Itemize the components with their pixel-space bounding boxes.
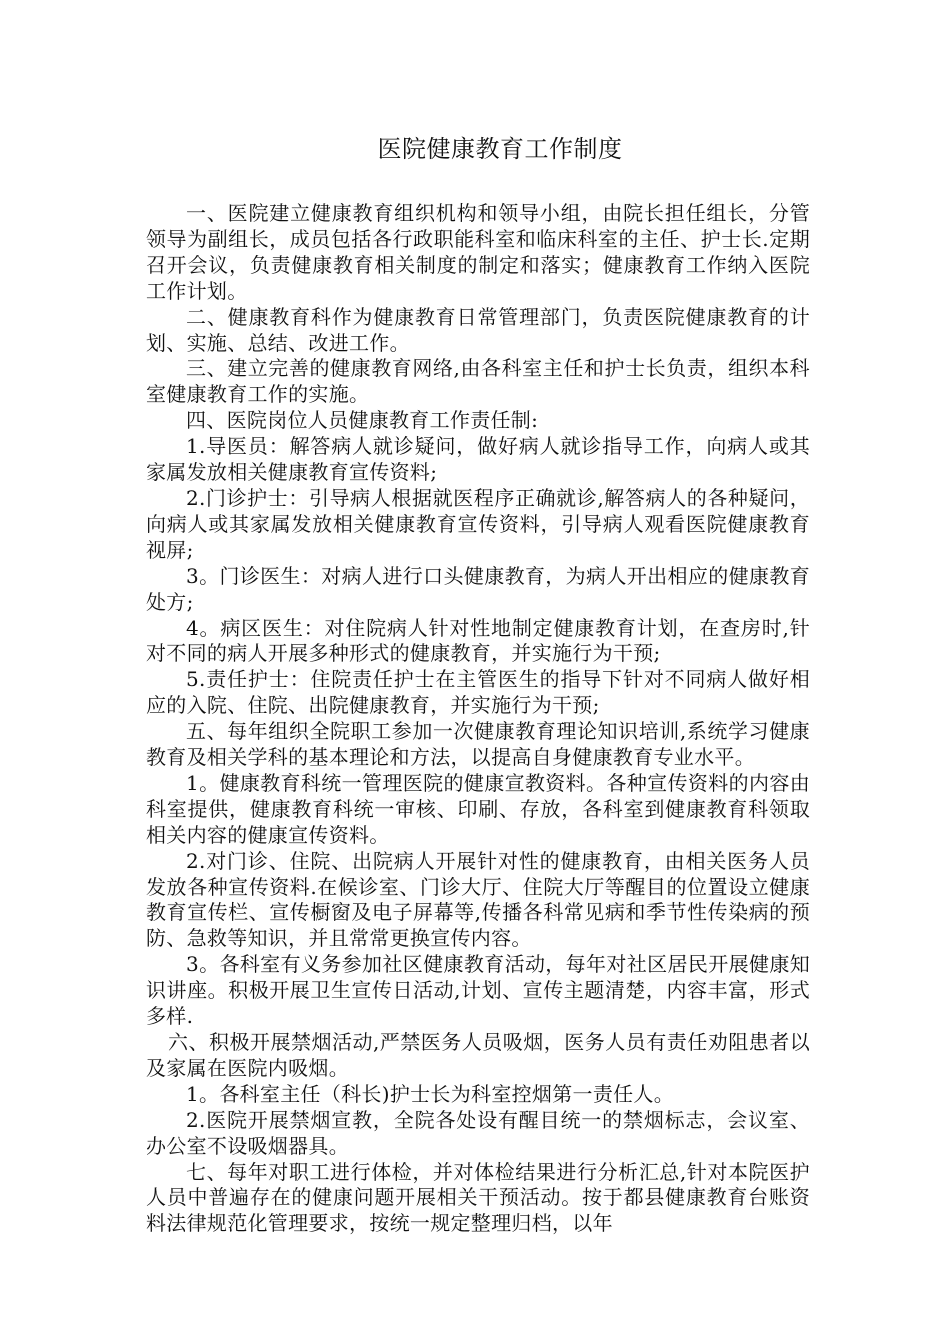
paragraph-13: 3。各科室有义务参加社区健康教育活动，每年对社区居民开展健康知识讲座。积极开展卫生宣传日活动,计划、宣传主题清楚，内容丰富，形式多样. [146,952,810,1029]
paragraph-17: 七、每年对职工进行体检，并对体检结果进行分析汇总,针对本院医护人员中普遍存在的健康问题开展相关干预活动。按于都县健康教育台账资料法律规范化管理要求，按统一规定整理归档，以年 [146,1159,810,1236]
paragraph-11: 1。健康教育科统一管理医院的健康宣教资料。各种宣传资料的内容由科室提供，健康教育科统一审核、印刷、存放，各科室到健康教育科领取相关内容的健康宣传资料。 [146,770,810,847]
paragraph-2: 二、健康教育科作为健康教育日常管理部门，负责医院健康教育的计划、实施、总结、改进工作。 [146,304,810,355]
document-title: 医院健康教育工作制度 [377,135,623,163]
document-body [146,201,810,1237]
paragraph-14: 六、积极开展禁烟活动,严禁医务人员吸烟，医务人员有责任劝阻患者以及家属在医院内吸烟。 [146,1030,810,1080]
paragraph-15: 1。各科室主任（科长)护士长为科室控烟第一责任人。 [186,1081,675,1106]
paragraph-1: 一、医院建立健康教育组织机构和领导小组，由院长担任组长，分管领导为副组长，成员包括各行政职能科室和临床科室的主任、护士长.定期召开会议，负责健康教育相关制度的制定和落实；健康教育工作纳入医院工作计划。 [146,201,810,303]
paragraph-7: 3。门诊医生：对病人进行口头健康教育，为病人开出相应的健康教育处方; [146,563,810,614]
paragraph-6: 2.门诊护士：引导病人根据就医程序正确就诊,解答病人的各种疑问，向病人或其家属发放相关健康教育宣传资料，引导病人观看医院健康教育视屏; [146,485,810,562]
paragraph-8: 4。病区医生：对住院病人针对性地制定健康教育计划，在查房时,针对不同的病人开展多种形式的健康教育，并实施行为干预; [146,615,810,666]
paragraph-16: 2.医院开展禁烟宣教，全院各处设有醒目统一的禁烟标志，会议室、办公室不设吸烟器具。 [146,1107,810,1158]
paragraph-9: 5.责任护士：住院责任护士在主管医生的指导下针对不同病人做好相应的入院、住院、出院健康教育，并实施行为干预; [146,667,810,718]
paragraph-10: 五、每年组织全院职工参加一次健康教育理论知识培训,系统学习健康教育及相关学科的基本理论和方法，以提高自身健康教育专业水平。 [146,719,810,770]
paragraph-12: 2.对门诊、住院、出院病人开展针对性的健康教育，由相关医务人员发放各种宣传资料.在候诊室、门诊大厅、住院大厅等醒目的位置设立健康教育宣传栏、宣传橱窗及电子屏幕等,传播各科常见病和季节性传染病的预防、急救等知识，并且常常更换宣传内容。 [146,848,810,951]
paragraph-5: 1.导医员：解答病人就诊疑问，做好病人就诊指导工作，向病人或其家属发放相关健康教育宣传资料; [146,434,810,485]
paragraph-3: 三、建立完善的健康教育网络,由各科室主任和护士长负责，组织本科室健康教育工作的实施。 [146,356,810,407]
paragraph-4: 四、医院岗位人员健康教育工作责任制: [186,408,539,433]
